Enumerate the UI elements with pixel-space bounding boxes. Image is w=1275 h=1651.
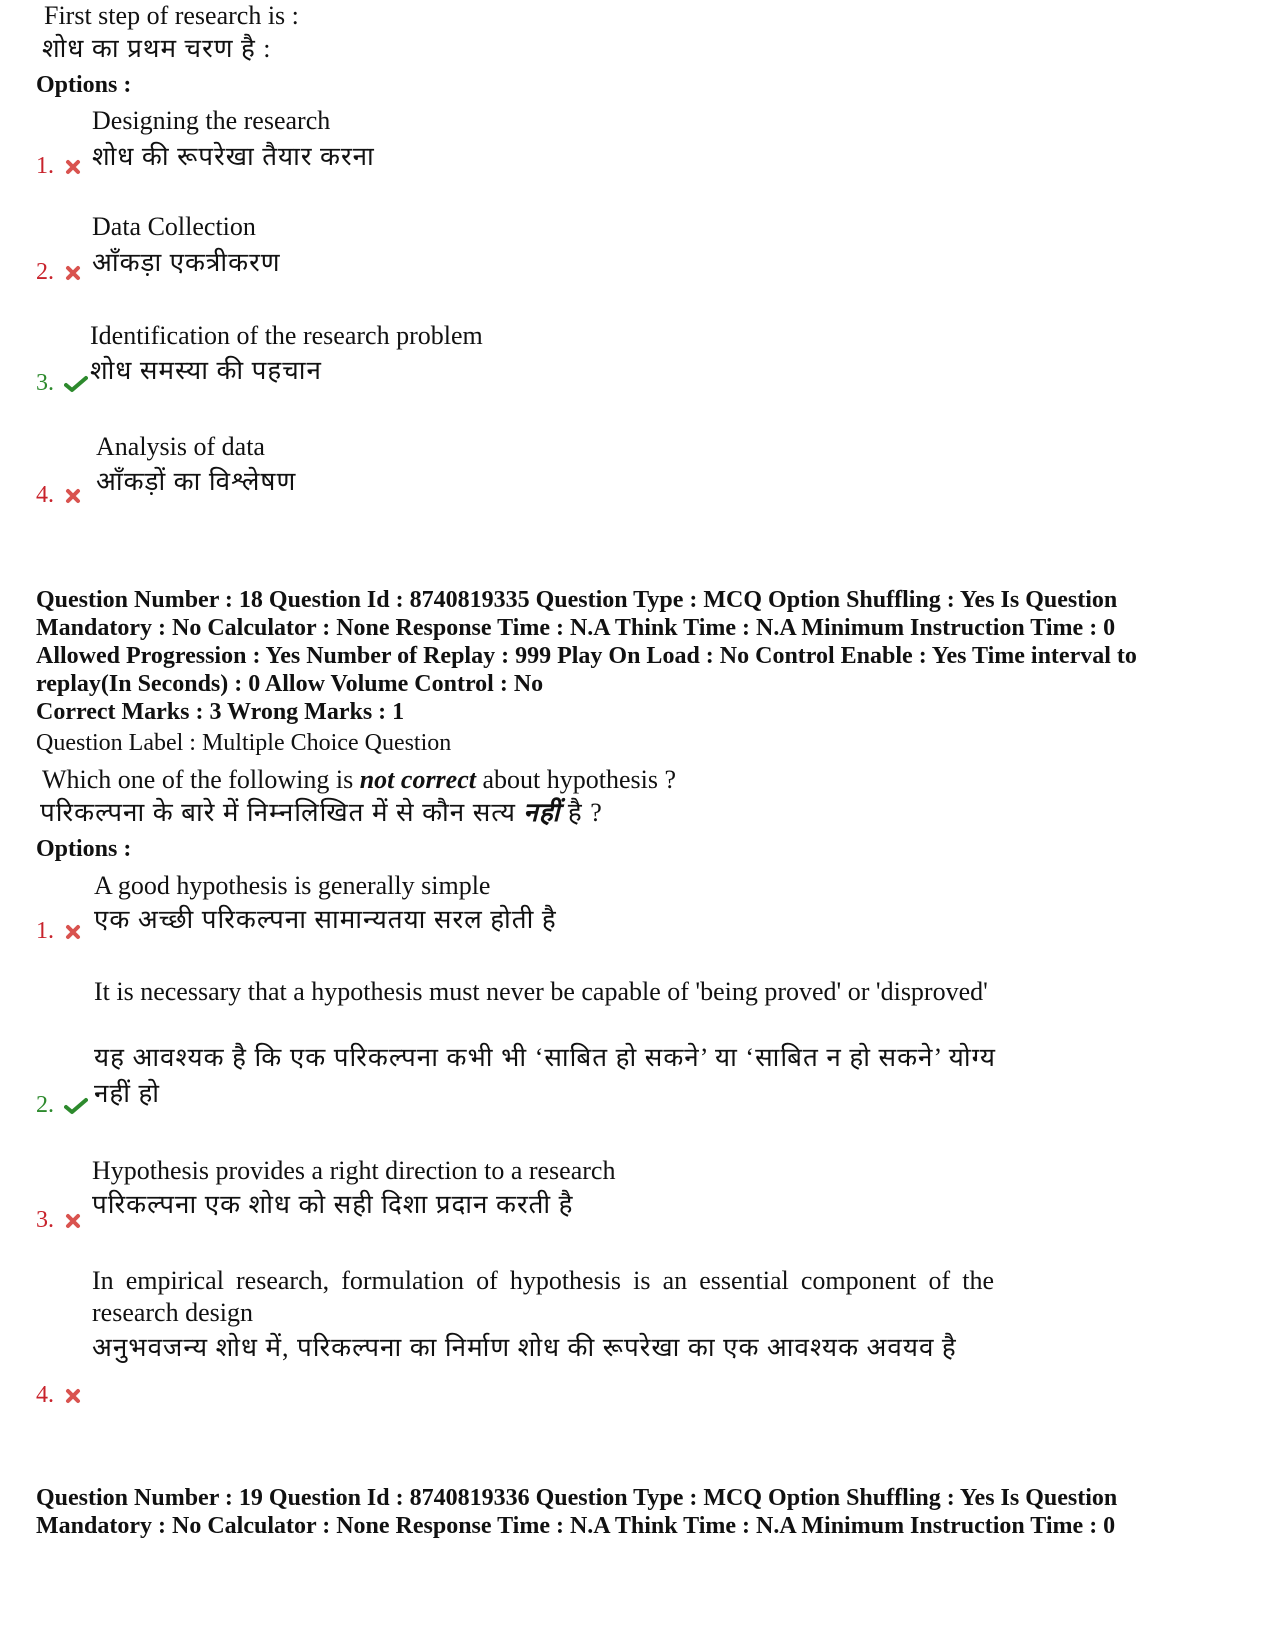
q17-option-4-hi: आँकड़ों का विश्लेषण [96,467,297,496]
q18-option-3-marker [36,1207,82,1234]
q18-option-2-hi: यह आवश्यक है कि एक परिकल्पना कभी भी ‘साबित हो सकने’ या ‘साबित न हो सकने’ योग्य नहीं हो [94,1043,996,1108]
q18-question-en [42,764,676,796]
q18-question-hi-post: है ? [560,798,603,827]
q18-question-hi [40,796,603,830]
q18-options-label: Options : [36,836,132,862]
q18-option-1-number: 1. [36,918,54,944]
q18-question-en-pre: Which one of the following is [42,765,360,794]
cross-icon [64,158,82,176]
q18-option-1-hi: एक अच्छी परिकल्पना सामान्यतया सरल होती है [94,905,557,934]
q18-question-label: Question Label : Multiple Choice Question [36,730,452,756]
check-icon [64,375,88,393]
cross-icon [64,487,82,505]
check-icon [64,1097,88,1115]
q18-marks: Correct Marks : 3 Wrong Marks : 1 [36,699,405,725]
q18-option-4-marker [36,1382,82,1409]
q17-option-1-en: Designing the research [92,106,331,135]
q18-meta [36,586,1236,698]
q18-question-en-emphasis: not correct [359,765,476,794]
cross-icon [64,1387,82,1405]
q17-option-3-number: 3. [36,370,54,396]
cross-icon [64,264,82,282]
q18-option-1-en: A good hypothesis is generally simple [94,871,491,900]
q17-option-1-number: 1. [36,153,54,179]
q17-question-hi: शोध का प्रथम चरण है : [42,34,272,63]
q17-option-1-hi: शोध की रूपरेखा तैयार करना [92,142,375,171]
cross-icon [64,923,82,941]
q18-meta-line-2: Mandatory : No Calculator : None Response Time : N.A Think Time : N.A Minimum Instruction Time : 0 [36,615,1116,641]
q18-question-hi-pre: परिकल्पना के बारे में निम्नलिखित में से कौन सत्य [40,798,524,827]
cross-icon [64,1212,82,1230]
q18-meta-line-3: Allowed Progression : Yes Number of Replay : 999 Play On Load : No Control Enable : Yes Time interval to [36,643,1137,669]
q18-option-2-marker [36,1092,88,1119]
q17-option-3-marker [36,370,88,397]
q18-meta-line-4: replay(In Seconds) : 0 Allow Volume Control : No [36,671,544,697]
q18-option-1-marker [36,918,82,945]
q19-meta-line-2: Mandatory : No Calculator : None Response Time : N.A Think Time : N.A Minimum Instruction Time : 0 [36,1513,1116,1539]
q17-options-label: Options : [36,72,132,98]
q17-option-4-number: 4. [36,482,54,508]
q18-meta-line-1: Question Number : 18 Question Id : 8740819335 Question Type : MCQ Option Shuffling : Yes Is Question [36,587,1118,613]
q18-option-4-en: In empirical research, formulation of hypothesis is an essential component of the research design [92,1266,994,1327]
q17-option-1-marker [36,153,82,180]
q19-meta [36,1484,1236,1540]
q17-option-2-number: 2. [36,259,54,285]
q17-option-3-en: Identification of the research problem [90,321,483,350]
q18-question-en-post: about hypothesis ? [475,765,677,794]
q17-option-3-hi: शोध समस्या की पहचान [90,356,322,385]
q17-option-4-marker [36,482,82,509]
q18-option-3-en: Hypothesis provides a right direction to a research [92,1156,616,1185]
q17-option-2-en: Data Collection [92,212,256,241]
q18-option-4-hi: अनुभवजन्य शोध में, परिकल्पना का निर्माण शोध की रूपरेखा का एक आवश्यक अवयव है [92,1333,957,1362]
q18-option-2-en: It is necessary that a hypothesis must never be capable of 'being proved' or 'disproved' [94,977,988,1006]
q18-option-2-number: 2. [36,1092,54,1118]
q18-option-3-number: 3. [36,1207,54,1233]
q18-question-hi-emphasis: नहीं [523,798,561,827]
q18-option-3-hi: परिकल्पना एक शोध को सही दिशा प्रदान करती है [92,1190,574,1219]
q18-option-4-number: 4. [36,1382,54,1408]
q17-question-en: First step of research is : [44,1,299,30]
q17-option-4-en: Analysis of data [96,432,265,461]
q17-option-2-marker [36,259,82,286]
q19-meta-line-1: Question Number : 19 Question Id : 8740819336 Question Type : MCQ Option Shuffling : Yes Is Question [36,1485,1118,1511]
q17-option-2-hi: आँकड़ा एकत्रीकरण [92,248,281,277]
